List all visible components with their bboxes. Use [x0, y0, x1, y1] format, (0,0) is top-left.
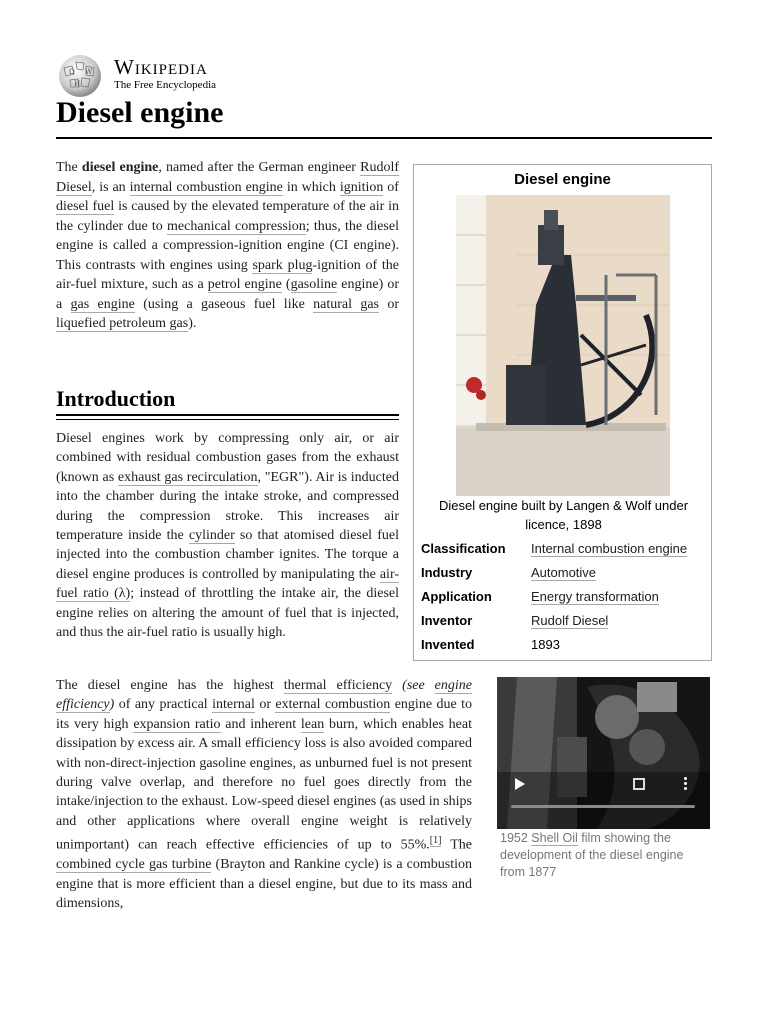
text-run: or — [254, 697, 276, 713]
link-exhaust-gas-recirculation[interactable]: exhaust gas recirculation — [117, 469, 258, 485]
text-run: ; instead of throttling the intake air, the diesel engine relies on altering the amount of fuel that is injected, and thus the air-fuel ratio is usually high. — [56, 586, 399, 641]
section-divider — [56, 414, 399, 416]
link-thermal-efficiency[interactable]: thermal efficiency — [283, 678, 393, 693]
infobox-title: Diesel engine — [514, 171, 611, 188]
infobox-row-inventor — [421, 611, 706, 635]
link-petrol-engine[interactable]: petrol engine — [207, 277, 282, 292]
infobox — [413, 164, 712, 661]
text-run: engine) or a — [56, 277, 399, 312]
infobox-label: Industry — [421, 565, 473, 580]
text-run: ). — [188, 316, 197, 331]
link-gasoline[interactable]: gasoline — [290, 277, 338, 292]
infobox-row-classification — [421, 539, 706, 563]
link-ignition[interactable]: ignition — [339, 179, 384, 195]
wikipedia-wordmark[interactable]: Wikipedia — [114, 55, 208, 79]
text-run: The — [56, 160, 82, 175]
section-divider-thin — [56, 419, 399, 420]
text-run: , is an — [91, 179, 130, 195]
infobox-value-cell — [531, 565, 596, 580]
infobox-value-cell — [531, 637, 560, 652]
introduction-paragraph-1 — [56, 429, 399, 642]
link-natural-gas[interactable]: natural gas — [313, 296, 380, 312]
text-run: or — [379, 296, 400, 312]
infobox-label: Inventor — [421, 613, 473, 628]
wikipedia-tagline: The Free Encyclopedia — [114, 79, 217, 91]
video-progress-bar[interactable] — [511, 803, 695, 810]
infobox-label: Application — [421, 589, 492, 604]
link-combined-cycle-gas-turbine[interactable]: combined cycle gas turbine — [56, 857, 212, 873]
play-icon[interactable] — [515, 778, 525, 790]
infobox-label: Classification — [421, 541, 506, 556]
link-rudolf-diesel[interactable]: Rudolf Diesel — [56, 160, 399, 195]
infobox-value-link[interactable]: Internal combustion engine — [531, 541, 688, 556]
text-run: ) — [109, 697, 115, 713]
svg-text:W: W — [85, 68, 93, 76]
video-player[interactable] — [497, 677, 710, 829]
svg-text:И: И — [74, 80, 81, 88]
infobox-value-cell — [531, 589, 659, 604]
infobox-engine-photo[interactable] — [456, 195, 670, 496]
text-run: so that atomised diesel fuel injected into the combustion chamber ignites. The torque a diesel engine produces is controlled by manipulating the — [56, 528, 399, 582]
infobox-table — [421, 539, 706, 659]
infobox-value-cell — [531, 541, 687, 556]
site-header — [56, 54, 712, 98]
video-caption-text: film showing the development of the diesel engine from 1877 — [500, 831, 684, 879]
video-caption-year: 1952 — [500, 831, 532, 845]
section-heading-introduction: Introduction — [56, 386, 176, 411]
title-divider — [56, 137, 712, 139]
text-run: ; thus, the diesel engine is called a compression-ignition engine (CI engine). This contrasts with engines using — [56, 218, 399, 273]
link-diesel-fuel[interactable]: diesel fuel — [56, 199, 115, 214]
infobox-value-link[interactable]: Automotive — [531, 565, 597, 580]
video-caption — [500, 830, 710, 881]
text-run: -ignition of the air-fuel mixture, such as a — [56, 257, 399, 292]
text-run: of any practical — [114, 697, 213, 713]
text-run: is caused by the elevated temperature of the air in the cylinder due to — [56, 199, 400, 234]
link-engine-efficiency[interactable]: engine efficiency — [56, 678, 472, 713]
bold-term: diesel engine — [81, 160, 159, 175]
infobox-label: Invented — [421, 637, 475, 652]
link-internal[interactable]: internal — [212, 697, 255, 713]
wikipedia-globe-logo[interactable] — [56, 54, 104, 98]
infobox-value-link[interactable]: Energy transformation — [531, 589, 659, 604]
text-run: ( — [281, 277, 291, 292]
reference-superscript — [430, 835, 442, 847]
text-run: (Brayton and Rankine cycle) is a combustion engine that is more efficient than a diesel engine, but due to its mass and dimensions, — [56, 857, 472, 912]
link-internal-combustion-engine[interactable]: internal combustion engine — [129, 179, 283, 195]
more-options-icon[interactable] — [684, 777, 688, 791]
svg-text:Ω: Ω — [69, 68, 75, 76]
infobox-row-industry — [421, 563, 706, 587]
infobox-value: 1893 — [531, 637, 560, 652]
infobox-value-link[interactable]: Rudolf Diesel — [531, 613, 609, 628]
infobox-value-cell — [531, 613, 608, 628]
text-run: in which — [282, 179, 340, 195]
text-run: , "EGR"). Air is inducted into the chamber during the intake stroke, and compressed during the compression stroke. This increases air temperature inside the — [56, 469, 400, 544]
link-cylinder[interactable]: cylinder — [188, 528, 235, 544]
link-external-combustion[interactable]: external combustion — [275, 697, 391, 713]
text-run: The — [441, 837, 472, 853]
reference-link[interactable]: [1] — [429, 835, 442, 847]
infobox-caption: Diesel engine built by Langen & Wolf under licence, 1898 — [438, 498, 689, 532]
infobox-row-application — [421, 587, 706, 611]
text-run: , named after the German engineer — [158, 160, 361, 175]
text-run: engine due to its very high — [56, 697, 473, 732]
link-mechanical-compression[interactable]: mechanical compression — [167, 218, 306, 234]
text-run: of — [383, 179, 399, 195]
text-run: (see — [402, 678, 435, 693]
link-gas-engine[interactable]: gas engine — [70, 296, 135, 312]
intro-paragraph — [56, 158, 399, 334]
text-run: and inherent — [220, 716, 301, 732]
infobox-row-invented — [421, 635, 706, 659]
text-run: Diesel engines work by compressing only air, or air combined with residual combustion gases from the exhaust (known as — [56, 431, 399, 485]
link-expansion-ratio[interactable]: expansion ratio — [133, 716, 221, 732]
link-spark-plug[interactable]: spark plug — [252, 257, 313, 273]
link-liquefied-petroleum-gas[interactable]: liquefied petroleum gas — [56, 316, 189, 331]
page-title: Diesel engine — [56, 96, 224, 129]
text-run: The diesel engine has the highest — [56, 678, 284, 693]
fullscreen-icon[interactable] — [633, 778, 645, 790]
link-air-fuel-ratio[interactable]: air-fuel ratio (λ) — [56, 566, 399, 602]
text-run: burn, which enables heat dissipation by excess air. A small efficiency loss is also avoided compared with non-direct-injection gasoline engines, as unburned fuel is not present during valve overlap, and therefore no fuel goes directly from the intake/injection to the exhaust. Low-speed diesel engines (as used in ships and other applications where overall engine weight is relatively unimportant) can reach effective efficiencies of up to 55%. — [56, 716, 473, 853]
text-run — [392, 678, 402, 693]
shell-oil-link[interactable]: Shell Oil — [531, 831, 578, 845]
text-run: (using a gaseous fuel like — [134, 296, 314, 312]
introduction-paragraph-2 — [56, 676, 472, 914]
link-lean[interactable]: lean — [300, 716, 325, 732]
